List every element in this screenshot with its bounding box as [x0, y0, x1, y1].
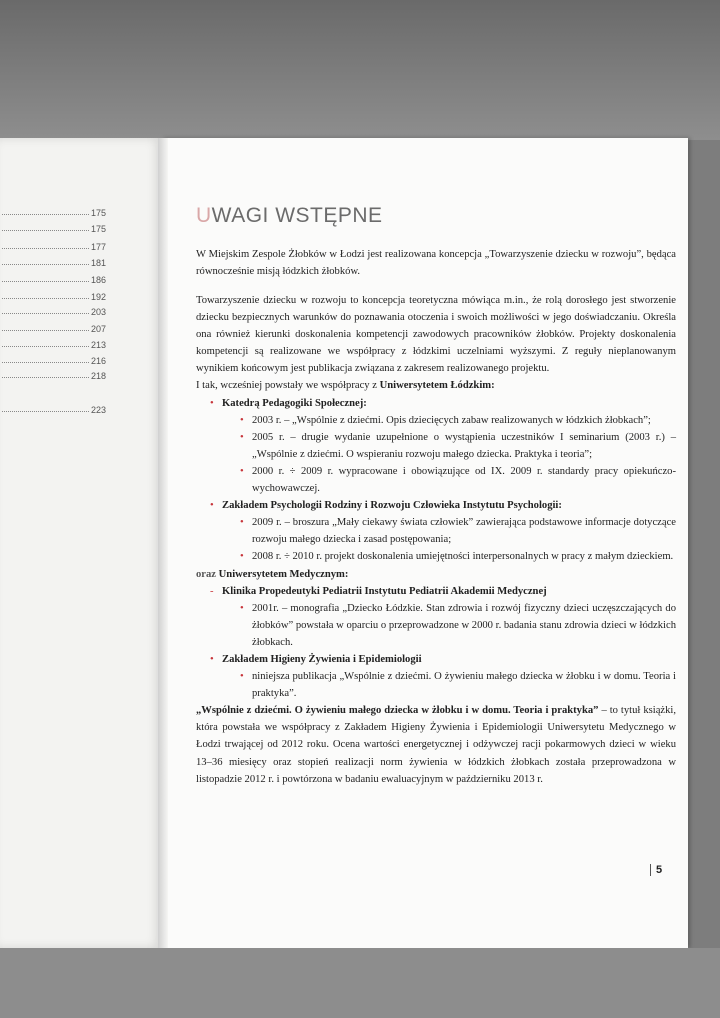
- list-group: [210, 651, 676, 702]
- toc-leader-dots: [2, 280, 89, 282]
- uni-lodz-list: [196, 395, 676, 566]
- toc-page-number: 218: [90, 371, 106, 381]
- para3: I tak, wcześniej powstały we współpracy z Uniwersytetem Łódzkim:: [196, 380, 495, 392]
- toc-leader-dots: [2, 329, 89, 331]
- toc-entry: [2, 367, 106, 381]
- body-text: Towarzyszenie dziecku w rozwoju to koncepcja teoretyczna mówiąca m.in., że rolą dorosłego jest stworzenie dziecku bezpiecznych warunków do poznawania otoczenia i swoich możliwości w jego doświadczaniu. Określa ona również kierunki doskonalenia kompetencji zawodowych pracowników żłobków. Projekty doskonalenia kompetencji są realizowane we współpracy z łódzkimi uczelniami wyższymi. Z reguły nieplanowanym wynikiem końcowym jest publikacja związana z zakresem realizowanego projektu. I tak, wcześniej powstały we współpracy z Uniwersytetem Łódzkim: • Katedrą Pedagogiki Społecznej: • 2003 r. – „Wspólnie z dziećmi. Opis dziecięcych zabaw realizowanych w łódzkich żłobkach”; • 2005 r. – drugie wydanie uzupełnione o wystąpienia uczestników I seminarium (2003 r.) – „Wspólnie z dziećmi. O wspieraniu rozwoju małego dziecka. Praktyka i teoria”; • 2000 r. ÷ 2009 r. wypracowane i obowiązujące od IX. 2009 r. standardy pracy opiekuńczo-wychowawczej. • Zakładem Psychologii Rodziny i Rozwoju Człowieka Instytutu Psychologii: • 2009 r. – broszura „Mały ciekawy świata człowiek” zawierająca podstawowe informacje dotyczące rozwoju małego dziecka i zasad postępowania; • 2008 r. ÷ 2010 r. projekt doskonalenia umiejętności interpersonalnych w pracy z małym dzieckiem. oraz Uniwersytetem Medycznym: - Klinika Propedeutyki Pediatrii Instytutu Pediatrii Akademii Medycznej • 2001r. – monografia „Dziecko Łódzkie. Stan zdrowia i rozwój fizyczny dzieci uczęszczających do żłobków” powstała w oparciu o przeprowadzone w 2000 r. badania stanu zdrowia dzieci w łódzkich żłobkach. • Zakładem Higieny Żywienia i Epidemiologii • niniejsza publikacja „Wspólnie z dziećmi. O żywieniu małego dziecka w żłobku i w domu. Teoria i praktyka”. „Wspólnie z dziećmi. O żywieniu małego dziecka w żłobku i w domu. Teoria i praktyka” – to tytuł książki, która powstała we współpracy z Zakładem Higieny Żywienia i Epidemiologii Uniwersytetu Medycznego w Łodzi trwającej od 2012 roku. Ocena wartości energetycznej i odżywczej racji pokarmowych dzieci w wieku 13–36 miesięcy oraz stopień realizacji norm żywienia w łódzkich żłobkach została przeprowadzona w listopadzie 2012 r. i powtórzona w badaniu ewaluacyjnym w październiku 2013 r.: [196, 292, 676, 788]
- list-group: [210, 395, 676, 498]
- toc-leader-dots: [2, 297, 89, 299]
- toc-page-number: 203: [90, 307, 106, 317]
- intro-paragraph: W Miejskim Zespole Żłobków w Łodzi jest realizowana koncepcja „Towarzyszenie dziecku w rozwoju”, będąca równocześnie misją łódzkich żłobków.: [196, 249, 676, 278]
- toc-entry: [2, 254, 106, 268]
- toc-entry: [2, 238, 106, 252]
- toc-entry: [2, 271, 106, 285]
- uni-med-list: [196, 583, 676, 703]
- book-gutter: [158, 138, 168, 948]
- toc-page-number: 175: [90, 224, 106, 234]
- toc-page-number: 181: [90, 258, 106, 268]
- background-top: [0, 0, 720, 140]
- toc-page-number: 207: [90, 324, 106, 334]
- final-paragraph: „Wspólnie z dziećmi. O żywieniu małego dziecka w żłobku i w domu. Teoria i praktyka” – to tytuł książki, która powstała we współpracy z Zakładem Higieny Żywienia i Epidemiologii Uniwersytetu Medycznego w Łodzi trwającej od 2012 roku. Ocena wartości energetycznej i odżywczej racji pokarmowych dzieci w wieku 13–36 miesięcy oraz stopień realizacji norm żywienia w łódzkich żłobkach została przeprowadzona w listopadzie 2012 r. i powtórzona w badaniu ewaluacyjnym w październiku 2013 r.: [196, 705, 676, 785]
- section-title: UWAGI WSTĘPNE: [196, 204, 383, 227]
- toc-entry: [2, 220, 106, 234]
- toc-entry: [2, 352, 106, 366]
- toc-entry: [2, 336, 106, 350]
- toc-entry: [2, 303, 106, 317]
- toc-page-number: 216: [90, 356, 106, 366]
- page-number-rule: [650, 864, 651, 876]
- toc-page-number: 175: [90, 208, 106, 218]
- toc-leader-dots: [2, 345, 89, 347]
- toc-leader-dots: [2, 312, 89, 314]
- toc-page-number: 186: [90, 275, 106, 285]
- toc-leader-dots: [2, 247, 89, 249]
- oraz-line: oraz Uniwersytetem Medycznym:: [196, 568, 349, 580]
- background-bottom: [0, 948, 720, 1018]
- list-group-heading: Klinika Propedeutyki Pediatrii Instytutu Pediatrii Akademii Medycznej: [222, 585, 547, 597]
- toc-page-number: 223: [90, 405, 106, 415]
- toc-page-number: 192: [90, 292, 106, 302]
- toc-leader-dots: [2, 376, 89, 378]
- list-group-heading: Zakładem Psychologii Rodziny i Rozwoju Człowieka Instytutu Psychologii:: [222, 500, 562, 512]
- toc-leader-dots: [2, 263, 89, 265]
- list-item: • niniejsza publikacja „Wspólnie z dziećmi. O żywieniu małego dziecka w żłobku i w domu. Teoria i praktyka”.: [240, 668, 676, 702]
- toc-leader-dots: [2, 410, 89, 412]
- list-item: • 2005 r. – drugie wydanie uzupełnione o wystąpienia uczestników I seminarium (2003 r.) – „Wspólnie z dziećmi. O wspieraniu rozwoju małego dziecka. Praktyka i teoria”;: [240, 429, 676, 463]
- toc-entry: [2, 204, 106, 218]
- toc-leader-dots: [2, 229, 89, 231]
- list-item: • 2000 r. ÷ 2009 r. wypracowane i obowiązujące od IX. 2009 r. standardy pracy opiekuńczo-wychowawczej.: [240, 463, 676, 497]
- list-group: [210, 583, 676, 651]
- list-sub: [222, 412, 676, 497]
- left-page: [0, 138, 162, 948]
- page-number: 5: [650, 864, 662, 876]
- list-sub: [222, 668, 676, 702]
- toc-entry: [2, 288, 106, 302]
- list-group-heading: Zakładem Higieny Żywienia i Epidemiologii: [222, 653, 422, 665]
- toc-page-number: 213: [90, 340, 106, 350]
- toc-leader-dots: [2, 361, 89, 363]
- list-sub: [222, 600, 676, 651]
- list-group: [210, 497, 676, 565]
- toc-page-number: 177: [90, 242, 106, 252]
- list-item: • 2001r. – monografia „Dziecko Łódzkie. Stan zdrowia i rozwój fizyczny dzieci uczęszczających do żłobków” powstała w oparciu o przeprowadzone w 2000 r. badania stanu zdrowia dzieci w łódzkich żłobkach.: [240, 600, 676, 651]
- list-group-heading: Katedrą Pedagogiki Społecznej:: [222, 397, 367, 409]
- list-item: • 2003 r. – „Wspólnie z dziećmi. Opis dziecięcych zabaw realizowanych w łódzkich żłobkach”;: [240, 412, 676, 429]
- toc-entry: [2, 401, 106, 415]
- list-item: • 2009 r. – broszura „Mały ciekawy świata człowiek” zawierająca podstawowe informacje dotyczące rozwoju małego dziecka i zasad postępowania;: [240, 514, 676, 548]
- toc-leader-dots: [2, 213, 89, 215]
- list-sub: [222, 514, 676, 565]
- toc-entry: [2, 320, 106, 334]
- list-item: • 2008 r. ÷ 2010 r. projekt doskonalenia umiejętności interpersonalnych w pracy z małym dzieckiem.: [240, 548, 676, 565]
